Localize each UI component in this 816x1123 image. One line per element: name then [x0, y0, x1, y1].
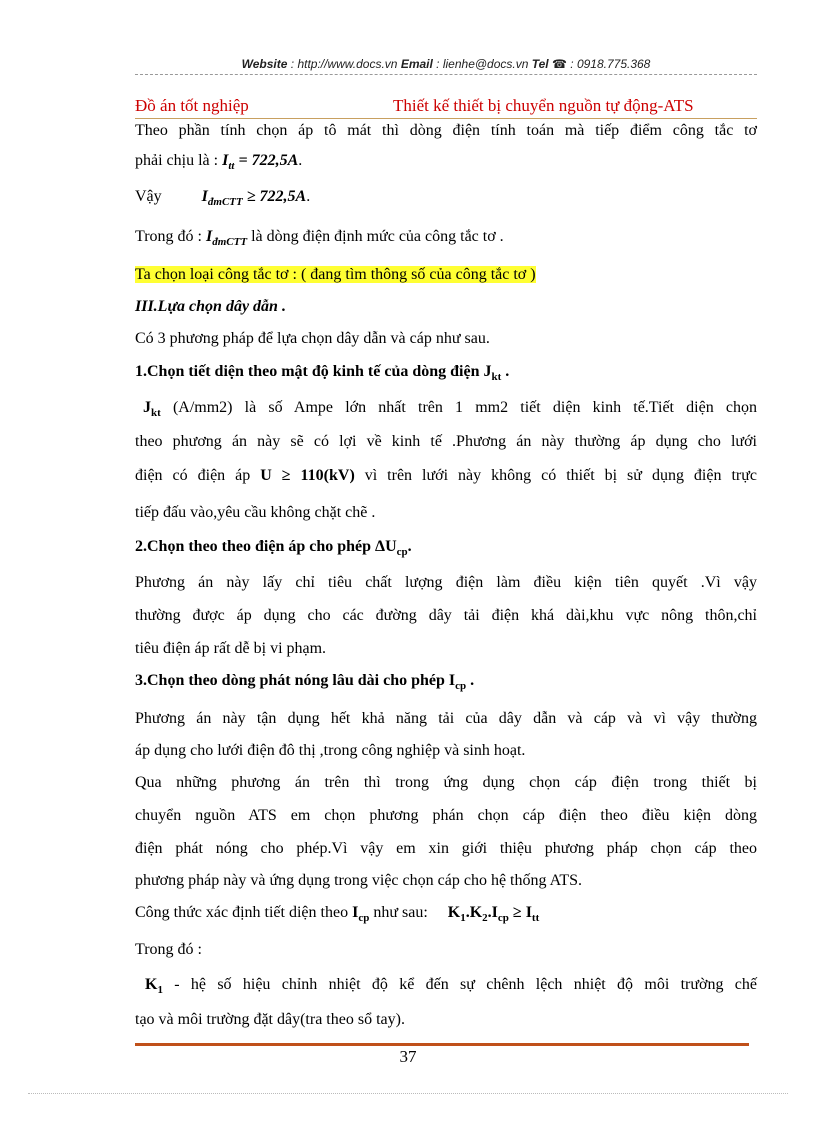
subheading: 2.Chọn theo theo điện áp cho phép $\Delta U_{cp}$.	[135, 538, 412, 558]
tel-value: ☎ : 0918.775.368	[548, 57, 651, 71]
formula: $I_{đmCTT} \ge 722,5A$	[201, 188, 307, 208]
text-fragment: (A/mm2) là số Ampe lớn nhất trên 1 mm2 tiết diện kinh tế.Tiết diện chọn	[160, 399, 757, 416]
text-line	[135, 466, 757, 486]
text-line: áp dụng cho lưới điện đô thị ,trong công nghiệp và sinh hoạt.	[135, 742, 526, 759]
text-line: Phương án này tận dụng hết khả năng tải của dây dẫn và cáp và vì vậy thường	[135, 710, 757, 727]
text-fragment: Vậy	[135, 188, 162, 205]
page-bottom-border	[28, 1093, 788, 1094]
text-line: tiêu điện áp rất dễ bị vi phạm.	[135, 640, 327, 657]
text-line	[135, 903, 757, 928]
formula: $I_{cp}$	[352, 904, 370, 924]
text-line: theo phương án này sẽ có lợi về kinh tế .Phương án này thường áp dụng cho lưới	[135, 433, 757, 450]
doc-header-left: Đồ án tốt nghiệp	[135, 96, 249, 115]
section-heading: III.Lựa chọn dây dẫn .	[135, 298, 286, 315]
email-label: Email	[400, 57, 433, 71]
text-line: tạo và môi trường đặt dây(tra theo sổ tay).	[135, 1011, 405, 1028]
website-header	[135, 57, 757, 71]
document-header-rule	[135, 118, 757, 119]
text-fragment: - hệ số hiệu chỉnh nhiệt độ kể đến sự chênh lệch nhiệt độ môi trường chế	[162, 976, 757, 993]
highlight-text: Ta chọn loại công tắc tơ : ( đang tìm thông số của công tắc tơ )	[135, 266, 536, 283]
tel-label: Tel	[531, 57, 549, 71]
text-fragment: vì trên lưới này không có thiết bị sử dụng điện trực	[354, 467, 757, 484]
text-line	[135, 975, 757, 1000]
text-line: phương pháp này và ứng dụng trong việc chọn cáp cho hệ thống ATS.	[135, 872, 583, 889]
text-fragment: phải chịu là :	[135, 152, 223, 169]
formula: $I_{tt} = 722,5A$	[222, 152, 299, 172]
formula: U ≥ 110(kV)	[260, 467, 355, 484]
text-line: Trong đó :	[135, 941, 202, 958]
text-line: tiếp đấu vào,yêu cầu không chặt chẽ .	[135, 504, 376, 521]
text-line: chuyển nguồn ATS em chọn phương phán chọn cáp điện theo điều kiện dòng	[135, 807, 757, 824]
text-line: Theo phần tính chọn áp tô mát thì dòng điện tính toán mà tiếp điểm công tắc tơ	[135, 122, 757, 139]
formula: $K_1$	[145, 976, 163, 996]
text-fragment: .	[306, 188, 311, 205]
text-line: Phương án này lấy chỉ tiêu chất lượng điện làm điều kiện tiên quyết .Vì vậy	[135, 574, 757, 591]
header-divider	[135, 74, 757, 75]
subheading: 1.Chọn tiết diện theo mật độ kinh tế của dòng điện $J_{kt}$ .	[135, 363, 510, 383]
email-value[interactable]: : lienhe@docs.vn	[432, 57, 532, 71]
website-label: Website	[241, 57, 288, 71]
subheading: 3.Chọn theo dòng phát nóng lâu dài cho phép $I_{cp}$ .	[135, 672, 475, 692]
text-fragment: Trong đó :	[135, 228, 206, 245]
footer-rule	[135, 1043, 749, 1046]
text-line	[135, 227, 757, 252]
text-line: Có 3 phương pháp để lựa chọn dây dẫn và cáp như sau.	[135, 330, 490, 347]
text-line	[135, 151, 757, 176]
formula: $I_{đmCTT}$	[205, 228, 248, 248]
text-line: thường được áp dụng cho các đường dây tải điện khá dài,khu vực nông thôn,chỉ	[135, 607, 757, 624]
text-line	[135, 187, 757, 212]
doc-header-right: Thiết kế thiết bị chuyển nguồn tự động-ATS	[393, 96, 694, 115]
formula: $J_{kt}$	[143, 399, 161, 419]
text-fragment: điện có điện áp	[135, 467, 261, 484]
text-fragment: .	[298, 152, 303, 169]
text-line: điện phát nóng cho phép.Vì vậy em xin giới thiệu phương pháp chọn cáp theo	[135, 840, 757, 857]
text-fragment: Công thức xác định tiết diện theo	[135, 904, 353, 921]
text-fragment: là dòng điện định mức của công tắc tơ .	[247, 228, 504, 245]
text-fragment: như sau:	[369, 904, 428, 921]
text-line: Qua những phương án trên thì trong ứng dụng chọn cáp điện trong thiết bị	[135, 774, 757, 791]
website-value[interactable]: : http://www.docs.vn	[287, 57, 401, 71]
highlighted-line	[135, 265, 757, 285]
formula: $K_1.K_2.I_{cp} \ge I_{tt}$	[447, 904, 540, 924]
text-line	[135, 398, 757, 423]
page-number: 37	[399, 1047, 417, 1066]
